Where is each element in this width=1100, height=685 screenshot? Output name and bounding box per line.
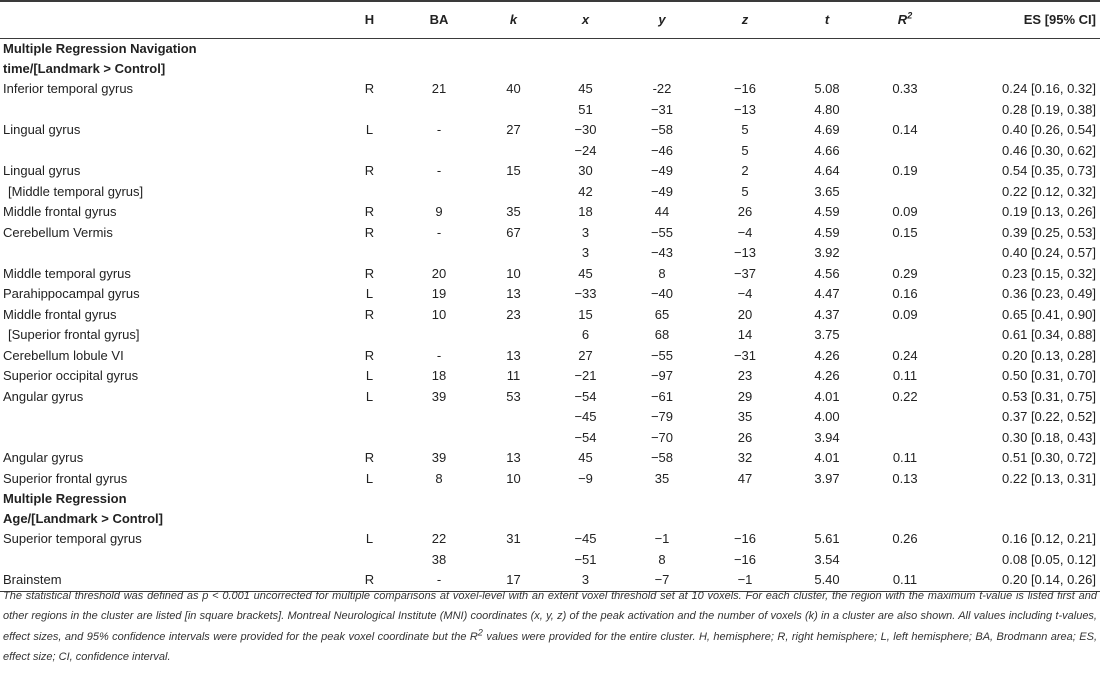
header-t: t <box>787 1 867 39</box>
section2-title-line1: Multiple Regression <box>3 491 127 506</box>
cell-r2: 0.09 <box>892 204 918 219</box>
section1-title-line1: Multiple Regression Navigation <box>3 41 197 56</box>
cell-es: 0.40 [0.26, 0.54] <box>1002 122 1096 137</box>
cell-r2 <box>867 407 943 428</box>
cell-t: 4.26 <box>814 368 840 383</box>
cell-y: 8 <box>658 551 666 567</box>
cell-h: R <box>364 450 375 465</box>
cell-k <box>477 100 550 121</box>
cell-r2 <box>867 428 943 449</box>
cell-h <box>338 428 401 449</box>
cell-h <box>338 100 401 121</box>
cell-h: R <box>364 347 375 363</box>
cell-x: 45 <box>578 81 593 96</box>
cell-t: 3.54 <box>814 551 840 567</box>
cell-r2: 0.14 <box>892 122 918 137</box>
cell-es: 0.08 [0.05, 0.12] <box>1002 551 1096 567</box>
cell-h: R <box>364 572 375 587</box>
cell-region: Lingual gyrus <box>3 122 81 137</box>
cell-h: R <box>364 81 375 96</box>
cell-ba: 38 <box>431 551 447 567</box>
table-row <box>0 79 1100 100</box>
table-row <box>0 141 1100 162</box>
cell-region: Brainstem <box>3 572 62 587</box>
cell-z: 47 <box>737 470 753 486</box>
cell-y: −49 <box>650 163 674 178</box>
cell-ba <box>401 141 477 162</box>
table-row <box>0 202 1100 223</box>
cell-t: 3.92 <box>814 245 840 260</box>
table-row <box>0 243 1100 264</box>
cell-region <box>0 141 338 162</box>
cell-t: 4.26 <box>814 347 840 363</box>
cell-es: 0.65 [0.41, 0.90] <box>1002 306 1096 322</box>
cell-h: L <box>365 388 374 404</box>
cell-k: 23 <box>506 306 521 322</box>
table-row <box>0 120 1100 141</box>
cell-h: L <box>365 368 374 383</box>
section1-title-line2: time/[Landmark > Control] <box>3 61 166 76</box>
table-row <box>0 325 1100 346</box>
cell-es: 0.61 [0.34, 0.88] <box>1002 327 1096 342</box>
cell-h <box>338 325 401 346</box>
cell-t: 3.97 <box>814 470 840 486</box>
section1-body <box>0 39 1100 490</box>
cell-ba: - <box>436 122 442 137</box>
cell-region: Superior temporal gyrus <box>3 531 142 546</box>
cell-y: −31 <box>650 101 674 117</box>
cell-k: 31 <box>506 531 521 546</box>
cell-t: 4.00 <box>814 409 840 424</box>
table-row <box>0 448 1100 469</box>
cell-h: L <box>365 286 374 301</box>
header-hemisphere: H <box>338 1 401 39</box>
table-row <box>0 100 1100 121</box>
cell-z: −31 <box>733 347 757 363</box>
cell-z: 5 <box>741 122 749 137</box>
cell-k: 53 <box>506 388 521 404</box>
cell-z: −16 <box>733 81 757 96</box>
table-row <box>0 550 1100 571</box>
cell-t: 5.08 <box>814 81 840 96</box>
section1-title-row2 <box>0 59 1100 79</box>
cell-r2 <box>867 243 943 264</box>
cell-y: −43 <box>650 245 674 260</box>
cell-es: 0.24 [0.16, 0.32] <box>1002 81 1096 96</box>
cell-z: −1 <box>737 572 753 587</box>
table-row <box>0 366 1100 387</box>
cell-region: [Middle temporal gyrus] <box>8 183 144 199</box>
cell-k: 35 <box>506 204 521 219</box>
header-k: k <box>477 1 550 39</box>
cell-h: R <box>364 306 375 322</box>
cell-ba <box>401 325 477 346</box>
cell-z: −37 <box>733 265 757 281</box>
table-row <box>0 223 1100 244</box>
cell-es: 0.22 [0.12, 0.32] <box>1002 183 1096 199</box>
cell-h: L <box>365 531 374 546</box>
cell-es: 0.28 [0.19, 0.38] <box>1002 101 1096 117</box>
cell-region <box>0 428 338 449</box>
header-y: y <box>621 1 703 39</box>
cell-k <box>477 407 550 428</box>
cell-t: 4.80 <box>814 101 840 117</box>
cell-ba: - <box>436 347 442 363</box>
cell-h <box>338 550 401 571</box>
cell-y: −49 <box>650 183 674 199</box>
cell-x: −30 <box>574 122 597 137</box>
cell-y: 65 <box>654 306 670 322</box>
cell-h: L <box>365 122 374 137</box>
cell-t: 4.37 <box>814 306 840 322</box>
cell-region: Middle frontal gyrus <box>3 204 117 219</box>
cell-x: −33 <box>574 286 597 301</box>
cell-ba: 9 <box>435 204 443 219</box>
cell-k: 10 <box>506 470 521 486</box>
cell-x: −51 <box>574 551 597 567</box>
cell-es: 0.51 [0.30, 0.72] <box>1002 450 1096 465</box>
cell-ba: 39 <box>431 450 447 465</box>
cell-z: 20 <box>737 306 753 322</box>
cell-region: Lingual gyrus <box>3 163 81 178</box>
cell-region <box>0 407 338 428</box>
cell-region: [Superior frontal gyrus] <box>8 327 140 342</box>
cell-k <box>477 243 550 264</box>
cell-r2: 0.11 <box>892 450 918 465</box>
cell-ba: 20 <box>431 265 447 281</box>
table-row <box>0 284 1100 305</box>
cell-y: −55 <box>650 347 674 363</box>
cell-es: 0.50 [0.31, 0.70] <box>1002 368 1096 383</box>
cell-region: Superior occipital gyrus <box>3 368 139 383</box>
cell-region <box>0 100 338 121</box>
cell-x: 45 <box>578 265 593 281</box>
footnote-part1: The statistical threshold was defined as p < 0.001 uncorrected for multiple comparisons at voxel-level with an extent voxel threshold set at 10 voxels. For each cluster, the region with the maximum t-value is listed first and other regions in the cluster are listed [in square brackets]. Montreal Neurological Institute (MNI) coordinates (x, y, z) of the peak activation and the number of voxels (k) in a cluster are also shown. All values including t-values, effect sizes, and 95% confidence intervals were provided for the peak voxel coordinate but the R <box>3 590 1097 643</box>
cell-y: -22 <box>652 81 672 96</box>
cell-r2: 0.16 <box>892 286 918 301</box>
cell-region: Inferior temporal gyrus <box>3 81 134 96</box>
cell-y: −79 <box>650 409 674 424</box>
cell-es: 0.20 [0.13, 0.28] <box>1002 347 1096 363</box>
cell-t: 4.64 <box>814 163 840 178</box>
cell-t: 4.47 <box>814 286 840 301</box>
cell-r2: 0.19 <box>892 163 918 178</box>
cell-y: −7 <box>654 572 670 587</box>
cell-k: 67 <box>506 224 521 240</box>
cell-x: −45 <box>574 531 597 546</box>
cell-r2 <box>867 550 943 571</box>
section2-title-row <box>0 489 1100 509</box>
cell-ba <box>401 407 477 428</box>
cell-k: 13 <box>506 286 521 301</box>
cell-x: −24 <box>574 142 597 158</box>
cell-es: 0.39 [0.25, 0.53] <box>1002 224 1096 240</box>
cell-r2: 0.29 <box>892 265 918 281</box>
cell-ba <box>401 428 477 449</box>
cell-h: R <box>364 265 375 281</box>
cell-r2: 0.15 <box>892 224 918 240</box>
cell-t: 5.40 <box>814 572 840 587</box>
cell-x: 18 <box>578 204 593 219</box>
cell-r2: 0.33 <box>892 81 918 96</box>
cell-region: Cerebellum lobule VI <box>3 347 124 363</box>
cell-r2 <box>867 325 943 346</box>
cell-r2: 0.26 <box>892 531 918 546</box>
cell-t: 3.94 <box>814 429 840 445</box>
cell-x: 3 <box>581 224 590 240</box>
cell-y: −97 <box>650 368 674 383</box>
cell-y: −58 <box>650 122 674 137</box>
cell-h <box>338 182 401 203</box>
header-r2 <box>867 1 943 39</box>
cell-x: −45 <box>574 409 597 424</box>
cell-y: −46 <box>650 142 674 158</box>
header-row <box>0 1 1100 39</box>
section2-body <box>0 489 1100 591</box>
cell-z: 35 <box>737 409 753 424</box>
cell-es: 0.16 [0.12, 0.21] <box>1002 531 1096 546</box>
cell-y: −61 <box>650 388 674 404</box>
cell-ba: 19 <box>431 286 447 301</box>
section1-title-row <box>0 39 1100 60</box>
cell-region: Cerebellum Vermis <box>3 224 113 240</box>
cell-y: 68 <box>654 327 670 342</box>
cell-region: Angular gyrus <box>3 388 84 404</box>
cell-k: 17 <box>506 572 521 587</box>
cell-ba: 8 <box>435 470 443 486</box>
table-row <box>0 264 1100 285</box>
footnote-part2: values were provided for the entire cluster. H, hemisphere; R, right hemisphere; L, left hemisphere; BA, Brodmann area; ES, effect size; CI, confidence interval. <box>3 630 1098 664</box>
table-row <box>0 428 1100 449</box>
cell-es: 0.20 [0.14, 0.26] <box>1002 572 1096 587</box>
cell-k <box>477 550 550 571</box>
cell-r2: 0.09 <box>892 306 918 322</box>
section2-title-line2: Age/[Landmark > Control] <box>3 511 163 526</box>
cell-h <box>338 141 401 162</box>
header-ba: BA <box>401 1 477 39</box>
cell-es: 0.36 [0.23, 0.49] <box>1002 286 1096 301</box>
cell-k: 27 <box>506 122 521 137</box>
cell-h: R <box>364 163 375 178</box>
cell-ba: - <box>436 163 442 178</box>
cell-k <box>477 141 550 162</box>
section2-title-row2 <box>0 509 1100 529</box>
cell-x: 51 <box>578 101 593 117</box>
cell-es: 0.40 [0.24, 0.57] <box>1002 245 1096 260</box>
cell-es: 0.19 [0.13, 0.26] <box>1002 204 1096 219</box>
cell-ba <box>401 243 477 264</box>
cell-k: 13 <box>506 450 521 465</box>
cell-ba: - <box>436 572 442 587</box>
table-row <box>0 387 1100 408</box>
cell-t: 3.65 <box>814 183 840 199</box>
cell-h <box>338 407 401 428</box>
cell-k: 15 <box>506 163 521 178</box>
cell-z: −4 <box>737 286 753 301</box>
cell-x: −54 <box>574 388 597 404</box>
cell-t: 4.69 <box>814 122 840 137</box>
table-row <box>0 469 1100 490</box>
header-region <box>0 1 338 39</box>
cell-ba <box>401 182 477 203</box>
cell-t: 3.75 <box>814 327 840 342</box>
cell-h: R <box>364 224 375 240</box>
cell-k: 10 <box>506 265 521 281</box>
cell-t: 4.56 <box>814 265 840 281</box>
cell-es: 0.23 [0.15, 0.32] <box>1002 265 1096 281</box>
cell-k <box>477 428 550 449</box>
cell-es: 0.37 [0.22, 0.52] <box>1002 409 1096 424</box>
cell-z: −13 <box>733 245 757 260</box>
cell-y: 35 <box>654 470 670 486</box>
table-row <box>0 529 1100 550</box>
cell-t: 4.01 <box>814 388 840 404</box>
header-r2-base: R <box>897 12 908 27</box>
cell-x: 45 <box>578 450 593 465</box>
cell-region: Middle temporal gyrus <box>3 265 131 281</box>
cell-es: 0.22 [0.13, 0.31] <box>1002 470 1096 486</box>
header-x: x <box>550 1 621 39</box>
table-row <box>0 182 1100 203</box>
cell-y: 8 <box>658 265 666 281</box>
cell-ba: 10 <box>431 306 447 322</box>
header-z: z <box>703 1 787 39</box>
cell-r2 <box>867 100 943 121</box>
cell-r2: 0.13 <box>892 470 918 486</box>
cell-region <box>0 550 338 571</box>
cell-r2: 0.22 <box>892 388 918 404</box>
cell-k: 40 <box>506 81 521 96</box>
cell-x: 6 <box>581 327 590 342</box>
cell-z: 2 <box>741 163 749 178</box>
cell-k <box>477 325 550 346</box>
cell-k: 11 <box>506 368 521 383</box>
cell-ba <box>401 100 477 121</box>
cell-y: −40 <box>650 286 674 301</box>
cell-z: −13 <box>733 101 757 117</box>
cell-h <box>338 243 401 264</box>
cell-r2: 0.11 <box>892 368 918 383</box>
cell-z: −16 <box>733 551 757 567</box>
cell-ba: 21 <box>431 81 447 96</box>
footnote-r2-sup: 2 <box>477 627 483 638</box>
cell-x: 15 <box>578 306 593 322</box>
cell-x: −21 <box>574 368 597 383</box>
cell-z: 26 <box>737 429 753 445</box>
cell-y: 44 <box>654 204 670 219</box>
table-row <box>0 305 1100 326</box>
cell-z: −4 <box>737 224 753 240</box>
cell-z: 26 <box>737 204 753 219</box>
cell-x: 42 <box>578 183 593 199</box>
cell-ba: 39 <box>431 388 447 404</box>
header-es: ES [95% CI] <box>943 1 1100 39</box>
cell-ba: 18 <box>431 368 447 383</box>
table-row <box>0 407 1100 428</box>
header-r2-sup: 2 <box>907 10 913 21</box>
cell-y: −55 <box>650 224 674 240</box>
cell-region: Middle frontal gyrus <box>3 306 117 322</box>
cell-region: Superior frontal gyrus <box>3 470 128 486</box>
cell-region <box>0 243 338 264</box>
cell-y: −58 <box>650 450 674 465</box>
cell-z: 5 <box>741 142 749 158</box>
cell-z: 5 <box>741 183 749 199</box>
table-row <box>0 161 1100 182</box>
cell-h: L <box>365 470 374 486</box>
cell-t: 4.59 <box>814 224 840 240</box>
cell-region: Parahippocampal gyrus <box>3 286 140 301</box>
cell-x: 3 <box>581 245 590 260</box>
cell-t: 5.61 <box>814 531 840 546</box>
cell-es: 0.53 [0.31, 0.75] <box>1002 388 1096 404</box>
cell-z: −16 <box>733 531 757 546</box>
cell-x: 30 <box>578 163 593 178</box>
cell-k <box>477 182 550 203</box>
cell-es: 0.54 [0.35, 0.73] <box>1002 163 1096 178</box>
cell-y: −1 <box>654 531 670 546</box>
cell-z: 14 <box>737 327 753 342</box>
cell-h: R <box>364 204 375 219</box>
cell-x: 27 <box>578 347 593 363</box>
cell-t: 4.01 <box>814 450 840 465</box>
cell-region: Angular gyrus <box>3 450 84 465</box>
cell-x: −54 <box>574 429 597 445</box>
cell-z: 32 <box>737 450 753 465</box>
table-footnote <box>0 586 1097 668</box>
cell-r2: 0.11 <box>892 572 918 587</box>
cell-t: 4.59 <box>814 204 840 219</box>
cell-r2 <box>867 182 943 203</box>
cell-es: 0.30 [0.18, 0.43] <box>1002 429 1096 445</box>
cell-x: −9 <box>578 470 593 486</box>
cell-t: 4.66 <box>814 142 840 158</box>
cell-z: 23 <box>737 368 753 383</box>
cell-k: 13 <box>506 347 521 363</box>
cell-r2 <box>867 141 943 162</box>
cell-y: −70 <box>650 429 674 445</box>
cell-z: 29 <box>737 388 753 404</box>
cell-es: 0.46 [0.30, 0.62] <box>1002 142 1096 158</box>
cell-ba: - <box>436 224 442 240</box>
table-row <box>0 346 1100 367</box>
cell-r2: 0.24 <box>892 347 918 363</box>
cell-x: 3 <box>581 572 590 587</box>
cell-ba: 22 <box>431 531 447 546</box>
